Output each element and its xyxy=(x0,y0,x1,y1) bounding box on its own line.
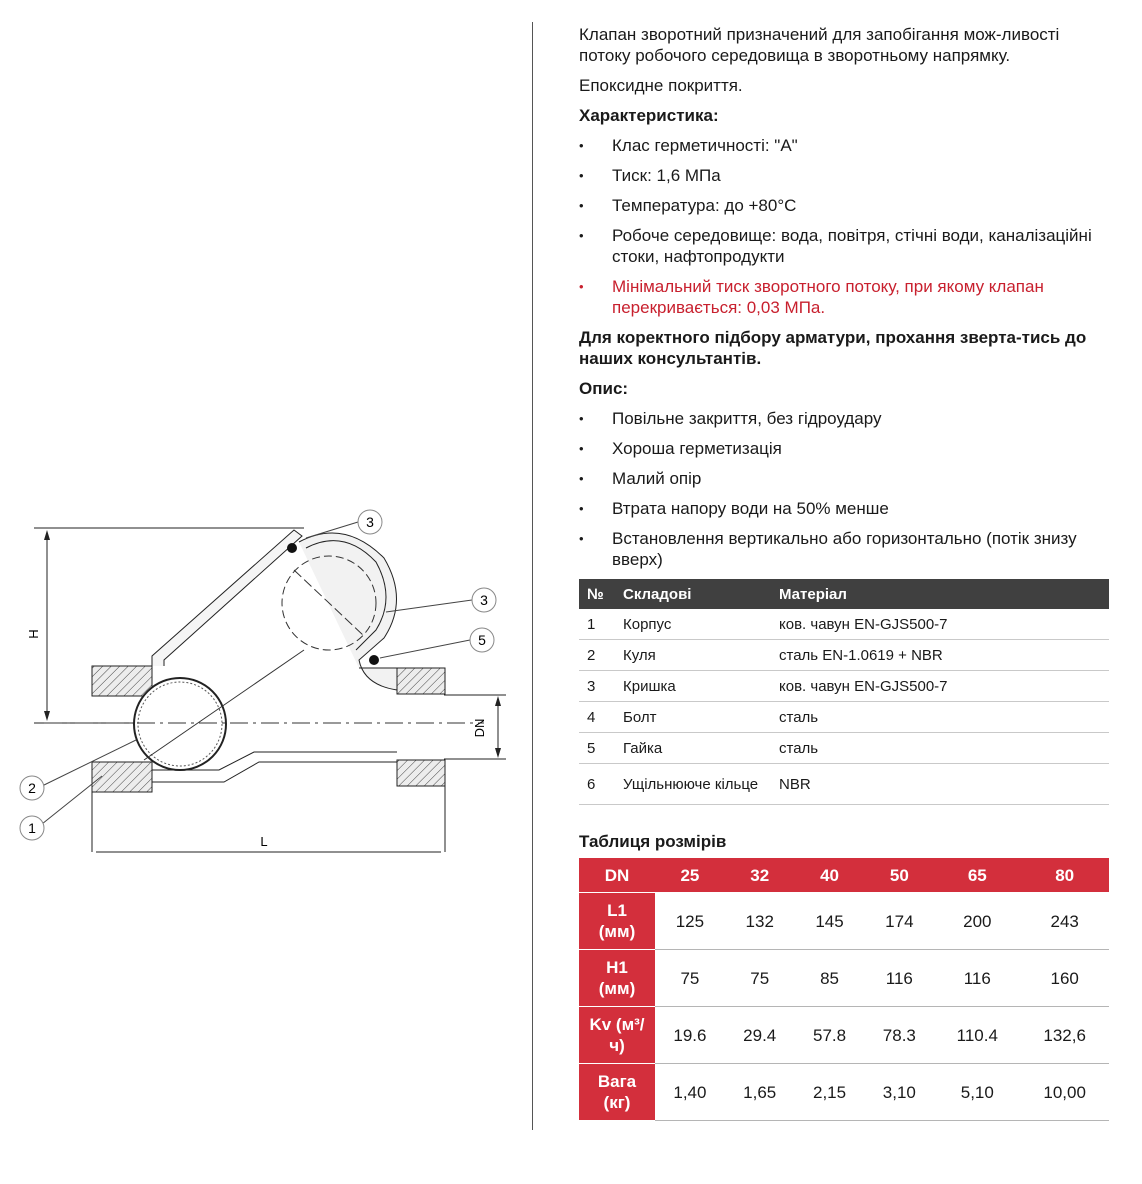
dn-value: 40 xyxy=(795,858,865,893)
description-heading: Опис: xyxy=(579,379,629,398)
svg-text:2: 2 xyxy=(28,780,36,796)
h-dim-label: H xyxy=(26,629,41,639)
table-row: 2 Куля сталь EN-1.0619 + NBR xyxy=(579,640,1109,671)
components-table xyxy=(579,579,1109,805)
description-list xyxy=(579,408,1111,570)
table-row: 1 Корпус ков. чавун EN-GJS500-7 xyxy=(579,609,1109,640)
cover-dome xyxy=(299,533,397,690)
col-header: Складові xyxy=(615,579,771,609)
list-item: • Встановлення вертикально або горизонтально (потік знизу вверх) xyxy=(579,528,1111,570)
col-header: Матеріал xyxy=(771,579,1109,609)
list-item: • Тиск: 1,6 МПа xyxy=(579,165,1111,186)
list-item: • Клас герметичності: "A" xyxy=(579,135,1111,156)
valve-cross-section xyxy=(14,500,514,860)
left-flange-top xyxy=(92,666,152,696)
svg-text:3: 3 xyxy=(480,592,488,608)
intro-text: Клапан зворотний призначений для запобігання мож-ливості потоку робочого середовища в зворотньому напрямку. xyxy=(579,25,1060,65)
table-row: 5 Гайка сталь xyxy=(579,733,1109,764)
column-divider xyxy=(532,22,533,1130)
list-item: • Хороша герметизація xyxy=(579,438,1111,459)
list-item: • Втрата напору води на 50% менше xyxy=(579,498,1111,519)
right-flange-bottom xyxy=(397,760,445,786)
bolt-top xyxy=(287,543,297,553)
dn-header: DN xyxy=(579,858,655,893)
spec-column xyxy=(579,24,1111,1121)
consult-note: Для коректного підбору арматури, прохання зверта-тись до наших консультантів. xyxy=(579,328,1087,368)
body-diagonal-wall xyxy=(152,530,302,666)
list-item: • Температура: до +80°С xyxy=(579,195,1111,216)
table-row: H1 (мм) 75 75 85 116 116 160 xyxy=(579,950,1109,1007)
dn-value: 65 xyxy=(934,858,1020,893)
list-item-warning: • Мінімальний тиск зворотного потоку, при якому клапан перекривається: 0,03 МПа. xyxy=(579,276,1111,318)
col-header: № xyxy=(579,579,615,609)
dimensions-table xyxy=(579,858,1109,1121)
dn-value: 25 xyxy=(655,858,725,893)
bolt-bottom xyxy=(369,655,379,665)
characteristics-list xyxy=(579,135,1111,318)
list-item: • Повільне закриття, без гідроудару xyxy=(579,408,1111,429)
dn-value: 80 xyxy=(1020,858,1109,893)
svg-text:5: 5 xyxy=(478,632,486,648)
svg-text:3: 3 xyxy=(366,514,374,530)
right-flange-top xyxy=(397,668,445,694)
dn-dim-label: DN xyxy=(472,718,487,738)
ball-closed-position xyxy=(134,678,226,770)
dn-value: 32 xyxy=(725,858,795,893)
table-row: L1 (мм) 125 132 145 174 200 243 xyxy=(579,893,1109,950)
dn-value: 50 xyxy=(864,858,934,893)
table-row: Вага (кг) 1,40 1,65 2,15 3,10 5,10 10,00 xyxy=(579,1064,1109,1121)
dimensions-title: Таблиця розмірів xyxy=(579,832,727,851)
coating-text: Епоксидне покриття. xyxy=(579,76,743,95)
characteristics-heading: Характеристика: xyxy=(579,106,719,125)
table-row: 6 Ущільнююче кільце NBR xyxy=(579,764,1109,805)
l-dim-label: L xyxy=(260,834,268,849)
valve-drawing xyxy=(14,500,514,860)
list-item: • Малий опір xyxy=(579,468,1111,489)
svg-text:1: 1 xyxy=(28,820,36,836)
table-row: Kv (м³/ч) 19.6 29.4 57.8 78.3 110.4 132,6 xyxy=(579,1007,1109,1064)
table-row: 3 Кришка ков. чавун EN-GJS500-7 xyxy=(579,671,1109,702)
list-item: • Робоче середовище: вода, повітря, стічні води, каналізаційні стоки, нафтопродукти xyxy=(579,225,1111,267)
table-row: 4 Болт сталь xyxy=(579,702,1109,733)
